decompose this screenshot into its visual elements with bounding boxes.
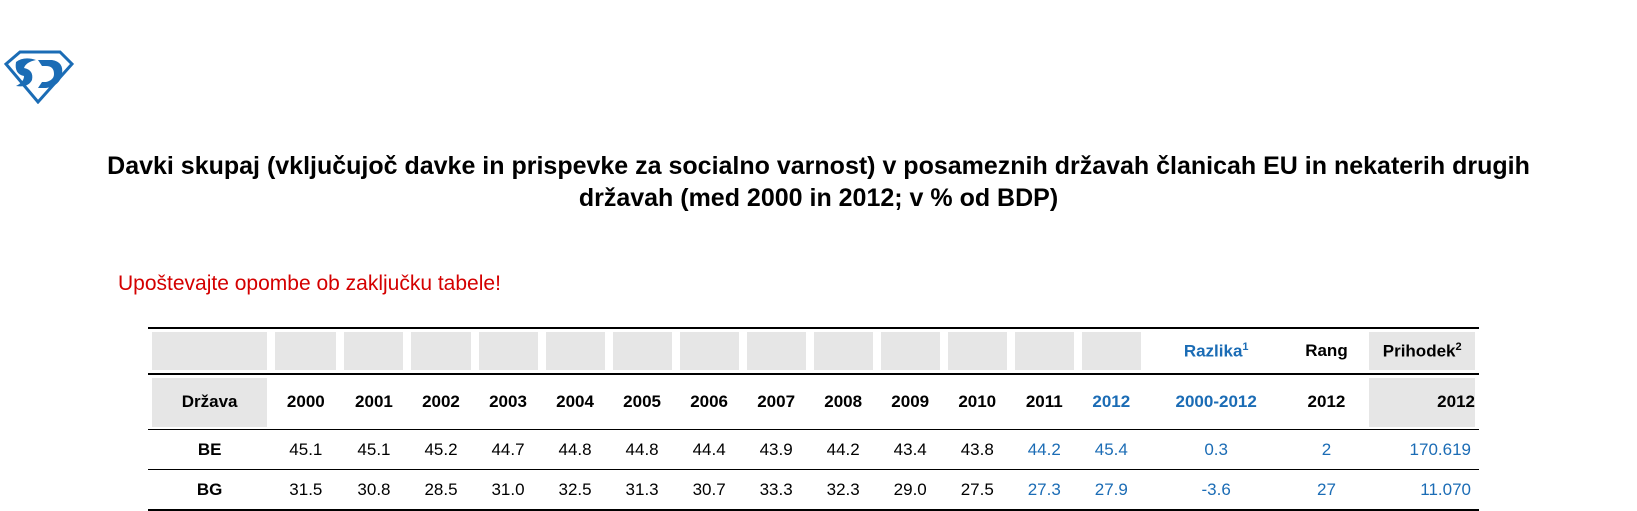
value-cell: 27.5 — [960, 479, 994, 499]
header-cell-empty — [944, 328, 1011, 374]
header-year: 2004 — [556, 392, 594, 411]
value-cell: 43.8 — [960, 439, 994, 459]
rank-cell: 2 — [1321, 439, 1332, 459]
value-cell: 44.7 — [491, 439, 525, 459]
header-cell-empty — [407, 328, 474, 374]
value-cell: 30.8 — [357, 479, 391, 499]
value-cell: 43.4 — [893, 439, 927, 459]
revenue-cell: 170.619 — [1409, 439, 1471, 459]
header-row-top — [148, 328, 1479, 374]
country-cell: BE — [197, 439, 222, 459]
header-diff: 2000-2012 — [1175, 392, 1257, 411]
header-cell-empty — [271, 328, 340, 374]
value-cell: 32.3 — [826, 479, 860, 499]
header-cell-empty — [877, 328, 944, 374]
header-year: 2006 — [690, 392, 729, 411]
value-cell: 27.3 — [1027, 479, 1061, 499]
value-cell: 45.2 — [424, 439, 458, 459]
value-cell: 44.8 — [625, 439, 659, 459]
diff-cell: -3.6 — [1201, 479, 1231, 499]
header-country: Država — [148, 374, 271, 430]
header-year: 2001 — [355, 392, 393, 411]
value-cell: 30.7 — [692, 479, 726, 499]
page-title: Davki skupaj (vključujoč davke in prispevke za socialno varnost) v posameznih državah članicah EU in nekaterih drugih državah (med 2000 in 2012; v % od BDP) — [107, 152, 1530, 212]
value-cell: 27.9 — [1094, 479, 1128, 499]
table-note: Upoštevajte opombe ob zaključku tabele! — [118, 272, 501, 295]
header-cell-empty — [340, 328, 407, 374]
header-cell-empty — [609, 328, 676, 374]
value-cell: 31.5 — [289, 479, 323, 499]
header-rank: 2012 — [1307, 392, 1346, 411]
value-cell: 45.4 — [1094, 439, 1128, 459]
value-cell: 29.0 — [893, 479, 927, 499]
header-year: 2003 — [489, 392, 527, 411]
header-cell-empty — [1011, 328, 1078, 374]
header-cell-empty — [475, 328, 542, 374]
header-cell-empty — [676, 328, 743, 374]
value-cell: 44.2 — [1027, 439, 1061, 459]
value-cell: 45.1 — [357, 439, 391, 459]
value-cell: 31.3 — [625, 479, 659, 499]
header-year: 2002 — [422, 392, 460, 411]
header-row — [148, 374, 1479, 430]
header-razlika: Razlika$^1$ — [1183, 340, 1249, 361]
tax-table — [148, 327, 1479, 511]
header-year: 2012 — [1092, 392, 1131, 411]
value-cell: 28.5 — [424, 479, 458, 499]
header-year: 2000 — [286, 392, 325, 411]
country-cell: BG — [196, 479, 223, 499]
revenue-cell: 11.070 — [1420, 479, 1471, 499]
header-cell-empty — [1078, 328, 1145, 374]
header-year: 2005 — [623, 392, 661, 411]
value-cell: 32.5 — [558, 479, 592, 499]
header-year: 2010 — [958, 392, 997, 411]
tax-table-wrapper — [148, 327, 1479, 511]
header-cell-empty — [810, 328, 877, 374]
value-cell: 44.4 — [692, 439, 726, 459]
value-cell: 45.1 — [289, 439, 323, 459]
value-cell: 44.2 — [826, 439, 860, 459]
header-prihodek: Prihodek$^2$ — [1365, 328, 1479, 374]
value-cell: 31.0 — [491, 479, 525, 499]
value-cell: 43.9 — [759, 439, 793, 459]
header-rang: Rang — [1305, 341, 1348, 360]
value-cell: 44.8 — [558, 439, 592, 459]
header-year: 2007 — [757, 392, 796, 411]
rank-cell: 27 — [1316, 479, 1336, 499]
value-cell: 33.3 — [759, 479, 793, 499]
table-row — [148, 470, 1479, 511]
header-year: 2008 — [824, 392, 863, 411]
table-row — [148, 430, 1479, 470]
header-cell-empty — [148, 328, 271, 374]
header-revenue: 2012 — [1365, 374, 1479, 430]
header-year: 2011 — [1025, 392, 1063, 411]
diff-cell: 0.3 — [1204, 439, 1228, 459]
header-year: 2009 — [891, 392, 930, 411]
header-cell-empty — [542, 328, 609, 374]
logo — [2, 48, 74, 104]
header-cell-empty — [743, 328, 810, 374]
